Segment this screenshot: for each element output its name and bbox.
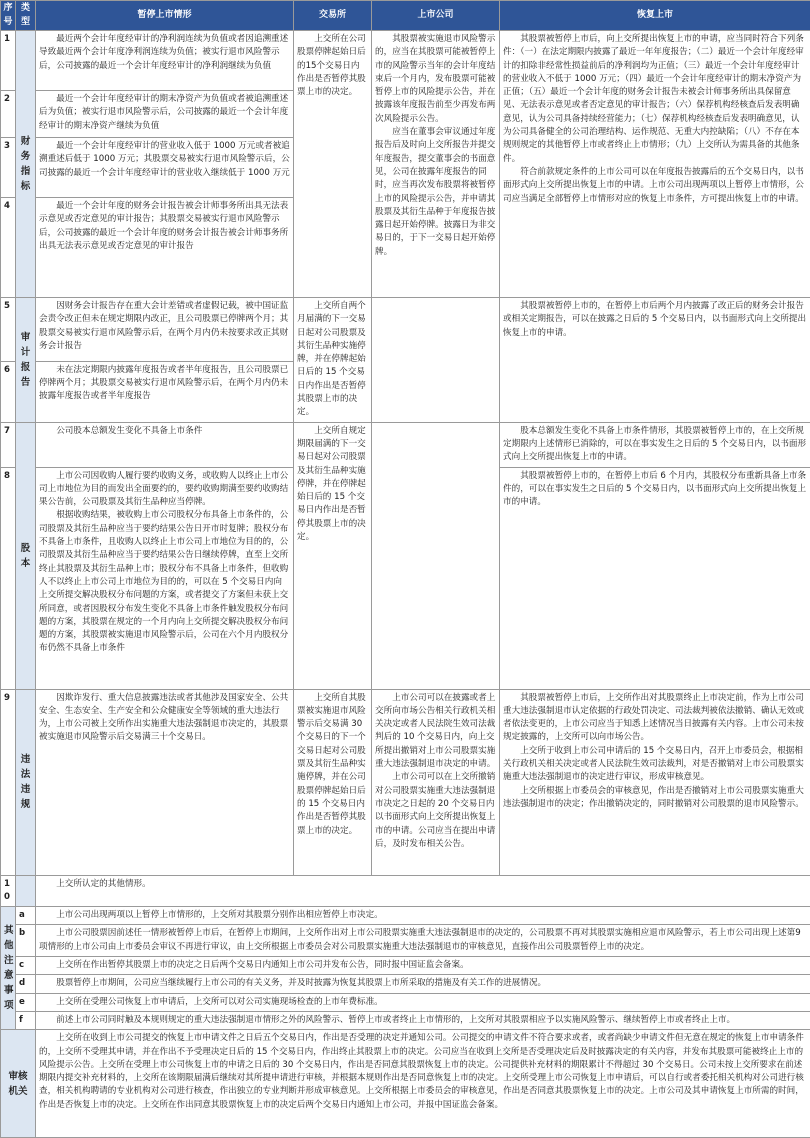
review-row [1,1030,810,1138]
note-row [1,975,810,993]
row-num: 2 [1,91,16,138]
note-text: 上交所在受理公司恢复上市申请后，上交所可以对公司实施现场检查的上市年费标准。 [36,993,810,1011]
row-num: 10 [1,875,16,907]
suspend-text: 最近一个会计年度经审计的营业收入低于 1000 万元或者被追溯重述后低于 1000 万元；其股票交易被实行退市风险警示后，公司披露的最近一个会计年度经审计的营业收入继续低于 1000 万元 [36,138,294,198]
row-num: 3 [1,138,16,198]
table-row [1,689,810,875]
company-text [372,298,500,423]
exchange-text: 上交所在公司股票停牌起始日后的15个交易日内作出是否暂停其股票上市的决定。 [294,31,372,298]
suspend-text: 最近一个会计年度经审计的期末净资产为负值或者被追溯重述后为负值；被实行退市风险警示后，公司披露的最近一个会计年度经审计的期末净资产继续为负值 [36,91,294,138]
note-key: d [16,975,36,993]
note-key: b [16,925,36,957]
suspend-text: 上市公司因收购人履行要约收购义务，或收购人以终止上市公司上市地位为目的而发出全面要约的，要约收购期满至要约收购结果公告前，公司股票及其衍生品种应当停牌。 根据收购结果，被收购上市公司股权分布具备上市条件的，公司股票及其衍生品种应当于要约结果公告日开市时复牌；股权分布不具备上市条件，且收购人以终止上市公司上市地位为目的的，公司股票及其衍生品种应当于要约结果公告日继续停牌，直至上交所终止其股票及其衍生品种上市；股权分布不具备上市条件，但收购人不以终止上市公司上市地位为目的的，可以在 5 个交易日内向上交所提交解决股权分布问题的方案，或者提交了方案但未获上交所同意，或者因股权分布发生变化不具备上市条件触发股权分布问题的方案，其股票在规定的一个月内向上交所提交解决股权分布问题的方案，其股票被实施退市风险警示后，公司在六个月内股权分布仍然不具备上市条件 [36,467,294,689]
note-text: 上市公司出现两项以上暂停上市情形的，上交所对其股票分别作出相应暂停上市决定。 [36,907,810,925]
note-row [1,957,810,975]
note-key: c [16,957,36,975]
row-num: 9 [1,689,16,875]
table-row [1,298,810,362]
row-num: 1 [1,31,16,91]
row-num: 4 [1,198,16,298]
suspend-text: 未在法定期限内披露年度报告或者半年度报告，且公司股票已停牌两个月；其股票交易被实行退市风险警示后，在两个月内仍未披露年度报告或者半年度报告 [36,361,294,422]
suspend-text: 公司股本总额发生变化不具备上市条件 [36,422,294,467]
note-text: 上市公司股票因前述任一情形被暂停上市后，在暂停上市期间，上交所作出对上市公司股票实施重大违法强制退市的决定的，公司股票不再对其股票实施相应退市风险警示，若上市公司出现上述第9项情形的上市公司由上市委员会审议不再进行审议，由上交所根据上市委员会对公司股票实施重大违法强制退市的审核意见，直接作出公司股票暂停上市的决定。 [36,925,810,957]
resume-text: 其股票被暂停上市后，向上交所提出恢复上市的申请，应当同时符合下列条件：（一）在法定期限内披露了最近一年年度报告；（二）最近一个会计年度经审计的扣除非经常性损益前后的净利润均为正值；（三）最近一个会计年度经审计的营业收入不低于 1000 万元；（四）最近一个会计年度经审计的期末净资产为正值；（五）最近一个会计年度的财务会计报告未被会计师事务所出具保留意见、无法表示意见或者否定意见的审计报告；（六）保荐机构经核查后发表明确意见，认为公司具备持续经营能力；（七）保荐机构经核查后发表明确意见，认为公司具备健全的公司治理结构、运作规范、无重大内控缺陷；（八）不存在本规则规定的其他暂停上市或者终止上市情形；（九）上交所认为需具备的其他条件。 符合前款规定条件的上市公司可以在年度报告披露后的五个交易日内，以书面形式向上交所提出恢复上市的申请。上市公司出现两项以上暂停上市情形，公司应当满足全部暂停上市情形对应的恢复上市条件，方可提出恢复上市的申请。 [500,31,810,298]
category-other: 其 他 注 意 事 项 [1,907,16,1030]
table-row [1,31,810,91]
suspend-text: 最近两个会计年度经审计的净利润连续为负值或者因追溯重述导致最近两个会计年度净利润连续为负值；被实行退市风险警示后，公司披露的最近一个会计年度经审计的净利润继续为负值 [36,31,294,91]
note-row [1,1011,810,1029]
note-text: 上交所在作出暂停其股票上市的决定之日后两个交易日内通知上市公司并发布公告，同时报中国证监会备案。 [36,957,810,975]
suspend-text: 因财务会计报告存在重大会计差错或者虚假记载，被中国证监会责令改正但未在规定期限内改正，且公司股票已停牌两个月；其股票交易被实行退市风险警示后，在两个月内仍未按要求改正其财务会计报告 [36,298,294,362]
note-text: 股票暂停上市期间，公司应当继续履行上市公司的有关义务，并及时披露为恢复其股票上市所采取的措施及有关工作的进展情况。 [36,975,810,993]
company-text [372,422,500,689]
note-text: 前述上市公司同时触及本规则规定的重大违法强制退市情形之外的风险警示、暂停上市或者终止上市情形的，上交所对其股票相应予以实施风险警示、继续暂停上市或者终止上市。 [36,1011,810,1029]
resume-text: 股本总额发生变化不具备上市条件情形，其股票被暂停上市的，在上交所规定期限内上述情形已消除的，可以在事实发生之日后的 5 个交易日内，以书面形式向上交所提出恢复上市的申请。 [500,422,810,467]
category-violation: 违 法 违 规 [16,689,36,875]
exchange-text: 上交所自其股票被实施退市风险警示后交易满 30 个交易日的下一个交易日起对公司股票及其衍生品种实施停牌，并在公司股票停牌起始日后的 15 个交易日内作出是否暂停其股票上市的决定。 [294,689,372,875]
review-text: 上交所在收到上市公司提交的恢复上市申请文件之日后五个交易日内，作出是否受理的决定并通知公司。公司提交的申请文件不符合要求或者，或者尚缺少申请文件但无意在规定的恢复上市申请条件的，上交所不受理其申请，并在作出不予受理决定日后的 15 个交易日内，作出终止其股票上市的决定。公司应当在收到上交所是否受理决定后及时披露决定的有关内容，并发布其股票可能被终止上市的风险提示公告。上交所在受理上市公司恢复上市的申请之日后的 30 个交易日内，作出是否同意其股票恢复上市的决定。公司提供补充材料的期限累计不得超过 30 个交易日。公司未按上交所要求在前述期限内提交补充材料的，上交所在该期限届满后继续对其所提申请进行审核，并根据本规则作出是否同意恢复上市的决定。上交所受理上市公司恢复上市申请后，可以自行或者委托相关机构对公司进行核查，相关机构聘请的专业机构对公司进行核查，作出独立的专业判断并形成审核意见。上交所根据上市委员会的审核意见，作出是否同意其股票恢复上市的决定。上市公司及其申请恢复上市所需的时间，作出是否恢复上市的决定。上交所在作出同意其股票恢复上市的决定后两个交易日内通知上市公司，并报中国证监会备案。 [36,1030,810,1138]
category-finance: 财 务 指 标 [16,31,36,298]
suspend-text: 因欺诈发行、重大信息披露违法或者其他涉及国家安全、公共安全、生态安全、生产安全和公众健康安全等领域的重大违法行为，上市公司被上交所作出实施重大违法强制退市决定的，其股票被实施退市风险警示后交易满三十个交易日。 [36,689,294,875]
header-type: 类 型 [16,1,36,31]
header-resume: 恢复上市 [500,1,810,31]
resume-text: 其股票被暂停上市的，在暂停上市后 6 个月内，其股权分布重新具备上市条件的，可以在事实发生之日后的 5 个交易日内，以书面形式向上交所提出恢复上市的申请。 [500,467,810,689]
note-key: a [16,907,36,925]
exchange-text: 上交所自规定期限届满的下一交易日起对公司股票及其衍生品种实施停牌，并在停牌起始日后的 15 个交易日内作出是否暂停其股票上市的决定。 [294,422,372,689]
row-num: 5 [1,298,16,362]
table-row [1,422,810,467]
row-num: 7 [1,422,16,467]
exchange-text: 上交所自两个月届满的下一交易日起对公司股票及其衍生品种实施停牌，并在停牌起始日后的 15 个交易日内作出是否暂停其股票上市的决定。 [294,298,372,423]
header-suspend: 暂停上市情形 [36,1,294,31]
resume-text: 其股票被暂停上市的，在暂停上市后两个月内披露了改正后的财务会计报告或相关定期报告，可以在披露之日后的 5 个交易日内，以书面形式向上交所提出恢复上市的申请。 [500,298,810,423]
note-key: f [16,1011,36,1029]
other-situation-text: 上交所认定的其他情形。 [36,875,810,907]
category-review: 审核机关 [1,1030,36,1138]
category-equity: 股 本 [16,422,36,689]
header-exchange: 交易所 [294,1,372,31]
header-company: 上市公司 [372,1,500,31]
note-row [1,925,810,957]
row-num: 8 [1,467,16,689]
header-row [1,1,810,31]
category-audit: 审 计 报 告 [16,298,36,423]
note-key: e [16,993,36,1011]
suspend-text: 最近一个会计年度的财务会计报告被会计师事务所出具无法表示意见或否定意见的审计报告；其股票交易被实行退市风险警示后，公司披露的最近一个会计年度的财务会计报告被会计师事务所出具无法表示意见或否定意见的审计报告 [36,198,294,298]
table-row [1,875,810,907]
header-seq: 序 号 [1,1,16,31]
company-text: 其股票被实施退市风险警示的，应当在其股票可能被暂停上市的风险警示当年的会计年度结束后一个月内，发布股票可能被暂停上市的风险提示公告，并在披露该年度报告前至少再发布两次风险提示公告。 应当在董事会审议通过年度报告后及时向上交所报告并提交年度报告，提交董事会的书面意见，公司在披露年度报告的同时，应当再次发布股票将被暂停上市的风险提示公告，并申请其股票及其衍生品种于年度报告披露日起开始停牌。披露日为非交易日的，于下一交易日起开始停牌。 [372,31,500,298]
row-num: 6 [1,361,16,422]
note-row [1,993,810,1011]
company-text: 上市公司可以在披露或者上交所向市场公告相关行政机关相关决定或者人民法院生效司法裁判后的 10 个交易日内，向上交所提出撤销对上市公司股票实施重大违法强制退市决定的申请。 上市公司可以在上交所撤销对公司股票实施重大违法强制退市决定之日起的 20 个交易日内以书面形式向上交所提出恢复上市的申请。公司应当在提出申请后，及时发布相关公告。 [372,689,500,875]
resume-text: 其股票被暂停上市后，上交所作出对其股票终止上市决定前，作为上市公司重大违法强制退市认定依据的行政处罚决定、司法裁判被依法撤销、确认无效或者依法变更的，上市公司应当于知悉上述情况当日披露有关内容。上市公司未按规定披露的，上交所可以向市场公告。 上交所于收到上市公司申请后的 15 个交易日内，召开上市委员会，根据相关行政机关相关决定或者人民法院生效司法裁判，对是否撤销对上市公司股票实施重大违法强制退市的决定进行审议，形成审核意见。 上交所根据上市委员会的审核意见，作出是否撤销对上市公司股票实施重大违法强制退市的决定；作出撤销决定的，同时撤销对公司股票的退市风险警示。 [500,689,810,875]
note-row [1,907,810,925]
